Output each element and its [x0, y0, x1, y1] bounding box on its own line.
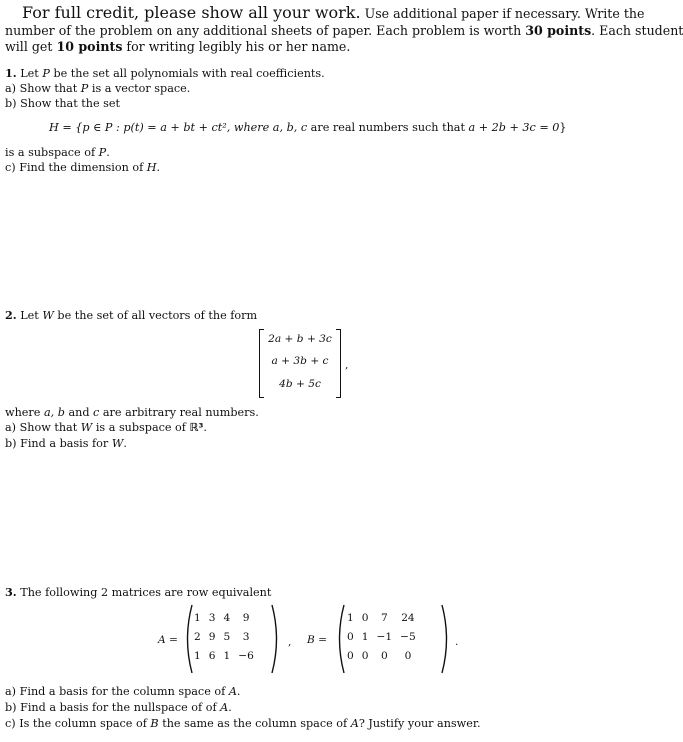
- text: .: [156, 161, 161, 174]
- matrix-cell: 1: [194, 611, 201, 624]
- text: Let: [20, 309, 43, 322]
- math-expression: = {p ∈ P : p(t) = a + bt + ct², where: [58, 121, 273, 134]
- text: and: [64, 406, 94, 419]
- matrix-B-paren-right: [440, 604, 452, 674]
- text: where: [5, 406, 44, 419]
- text: .: [203, 421, 207, 434]
- problem-1a: [5, 82, 190, 95]
- text: are real numbers such that: [307, 121, 469, 134]
- text: are arbitrary real numbers.: [99, 406, 259, 419]
- problem-2b: [5, 437, 127, 450]
- matrix-row: [343, 646, 420, 665]
- header-points: 30 points: [525, 23, 592, 38]
- math-symbol: W: [111, 437, 124, 450]
- matrix-cell: 3: [242, 630, 250, 643]
- matrix-cell: 1: [347, 611, 354, 624]
- text: is a subspace of: [5, 146, 99, 159]
- matrix-A-paren-right: [270, 604, 282, 674]
- problem-1b: [5, 97, 120, 110]
- text: Show that the set: [20, 97, 120, 110]
- matrix-end-period: .: [455, 636, 459, 648]
- part-label: c): [5, 161, 16, 174]
- math-symbol: A: [220, 701, 229, 714]
- problem-3b: [5, 701, 232, 714]
- matrix-cell: 9: [242, 611, 250, 624]
- problem-2-where: [5, 406, 259, 419]
- text: Is the column space of: [19, 717, 151, 730]
- matrix-cell: 24: [401, 611, 415, 624]
- header-line-3: [5, 39, 350, 54]
- problem-number: 1.: [5, 66, 17, 80]
- math-symbol: H: [49, 121, 59, 134]
- matrix-cell: 4: [223, 611, 231, 624]
- matrix-row: [343, 608, 420, 627]
- matrix-row: [190, 627, 258, 646]
- math-expression: a + 2b + 3c = 0: [468, 121, 560, 134]
- problem-2a: [5, 421, 207, 434]
- matrix-cell: −5: [400, 630, 416, 643]
- matrix-A: [190, 608, 258, 665]
- math-symbol: a, b: [43, 406, 65, 419]
- matrix-cell: 1: [194, 649, 201, 662]
- math-symbol: W: [42, 309, 54, 322]
- header-line-1: [22, 3, 644, 22]
- vector-entry: 4b + 5c: [279, 378, 321, 390]
- header-name-points: 10 points: [56, 39, 123, 54]
- problem-number: 3.: [5, 585, 17, 599]
- header-instruction: Use additional paper if necessary. Write the: [364, 6, 645, 21]
- text: .: [106, 146, 110, 159]
- problem-1-subspace: [5, 146, 110, 159]
- matrix-B: [343, 608, 420, 665]
- math-symbol: A: [350, 717, 359, 730]
- matrix-row: [190, 608, 258, 627]
- problem-1c: [5, 161, 160, 174]
- text: Find a basis for the column space of: [19, 685, 229, 698]
- header-text: will get: [5, 39, 57, 54]
- math-symbol: B: [150, 717, 159, 730]
- text: Let: [20, 67, 43, 80]
- text: .: [236, 685, 241, 698]
- text: be the set all polynomials with real coefficients.: [49, 67, 325, 80]
- math-symbol: P: [80, 82, 89, 95]
- matrix-cell: 2: [194, 630, 201, 643]
- part-label: c): [5, 717, 16, 730]
- problem-3-intro: [5, 585, 271, 599]
- problem-number: 2.: [5, 308, 17, 322]
- matrix-row: [343, 627, 420, 646]
- matrix-A-label: A =: [158, 634, 178, 646]
- math-symbol: P: [98, 146, 107, 159]
- matrix-cell: 0: [404, 649, 412, 662]
- problem-2-intro: [5, 308, 257, 322]
- math-symbol: P: [42, 67, 50, 80]
- text: be the set of all vectors of the form: [53, 309, 258, 322]
- matrix-cell: 0: [347, 630, 354, 643]
- math-symbol: H: [146, 161, 157, 174]
- part-label: a): [5, 82, 17, 95]
- matrix-cell: 9: [208, 630, 216, 643]
- part-label: b): [5, 437, 17, 450]
- text: the same as the column space of: [158, 717, 351, 730]
- math-symbol: c: [93, 406, 100, 419]
- problem-1-intro: [5, 66, 325, 80]
- matrix-cell: 6: [208, 649, 216, 662]
- part-label: a): [5, 421, 17, 434]
- set-definition: [49, 121, 567, 134]
- text: .: [228, 701, 232, 714]
- header-line-2: [5, 23, 683, 38]
- text: Show that: [19, 421, 81, 434]
- matrix-cell: 0: [361, 649, 369, 662]
- matrix-cell: 5: [223, 630, 231, 643]
- text: ? Justify your answer.: [358, 717, 481, 730]
- text: is a vector space.: [88, 82, 191, 95]
- text: Find a basis for: [20, 437, 112, 450]
- text: is a subspace of: [92, 421, 190, 434]
- header-title: For full credit, please show all your work.: [22, 3, 361, 22]
- matrix-separator: ,: [288, 636, 292, 648]
- matrix-B-label: B =: [307, 634, 328, 646]
- text: Show that: [19, 82, 81, 95]
- header-text: number of the problem on any additional sheets of paper. Each problem is worth: [5, 23, 526, 38]
- vector-entry: a + 3b + c: [271, 355, 329, 367]
- text: Find a basis for the nullspace of of: [20, 701, 221, 714]
- vector-comma: ,: [345, 359, 349, 371]
- matrix-row: [190, 646, 258, 665]
- matrix-cell: 0: [361, 611, 369, 624]
- math-symbol: A: [228, 685, 237, 698]
- header-text: for writing legibly his or her name.: [122, 39, 351, 54]
- part-label: b): [5, 701, 17, 714]
- vector-bracket-right: [336, 329, 341, 398]
- vector-bracket-left: [259, 329, 264, 398]
- text: The following 2 matrices are row equivalent: [20, 586, 272, 599]
- matrix-cell: 1: [361, 630, 369, 643]
- header-text: . Each student: [591, 23, 683, 38]
- problem-3a: [5, 685, 240, 698]
- math-expression: a, b, c: [272, 121, 308, 134]
- part-label: a): [5, 685, 17, 698]
- vector-entry: 2a + b + 3c: [268, 333, 332, 345]
- matrix-cell: −6: [238, 649, 254, 662]
- part-label: b): [5, 97, 17, 110]
- problem-3c: [5, 717, 481, 730]
- matrix-cell: 3: [208, 611, 216, 624]
- math-symbol: W: [80, 421, 93, 434]
- math-brace: }: [559, 121, 567, 134]
- matrix-cell: 1: [223, 649, 231, 662]
- text: .: [123, 437, 127, 450]
- matrix-cell: −1: [376, 630, 393, 643]
- math-symbol: ℝ³: [189, 421, 204, 434]
- text: Find the dimension of: [19, 161, 147, 174]
- matrix-cell: 7: [380, 611, 388, 624]
- matrix-cell: 0: [380, 649, 388, 662]
- matrix-cell: 0: [347, 649, 354, 662]
